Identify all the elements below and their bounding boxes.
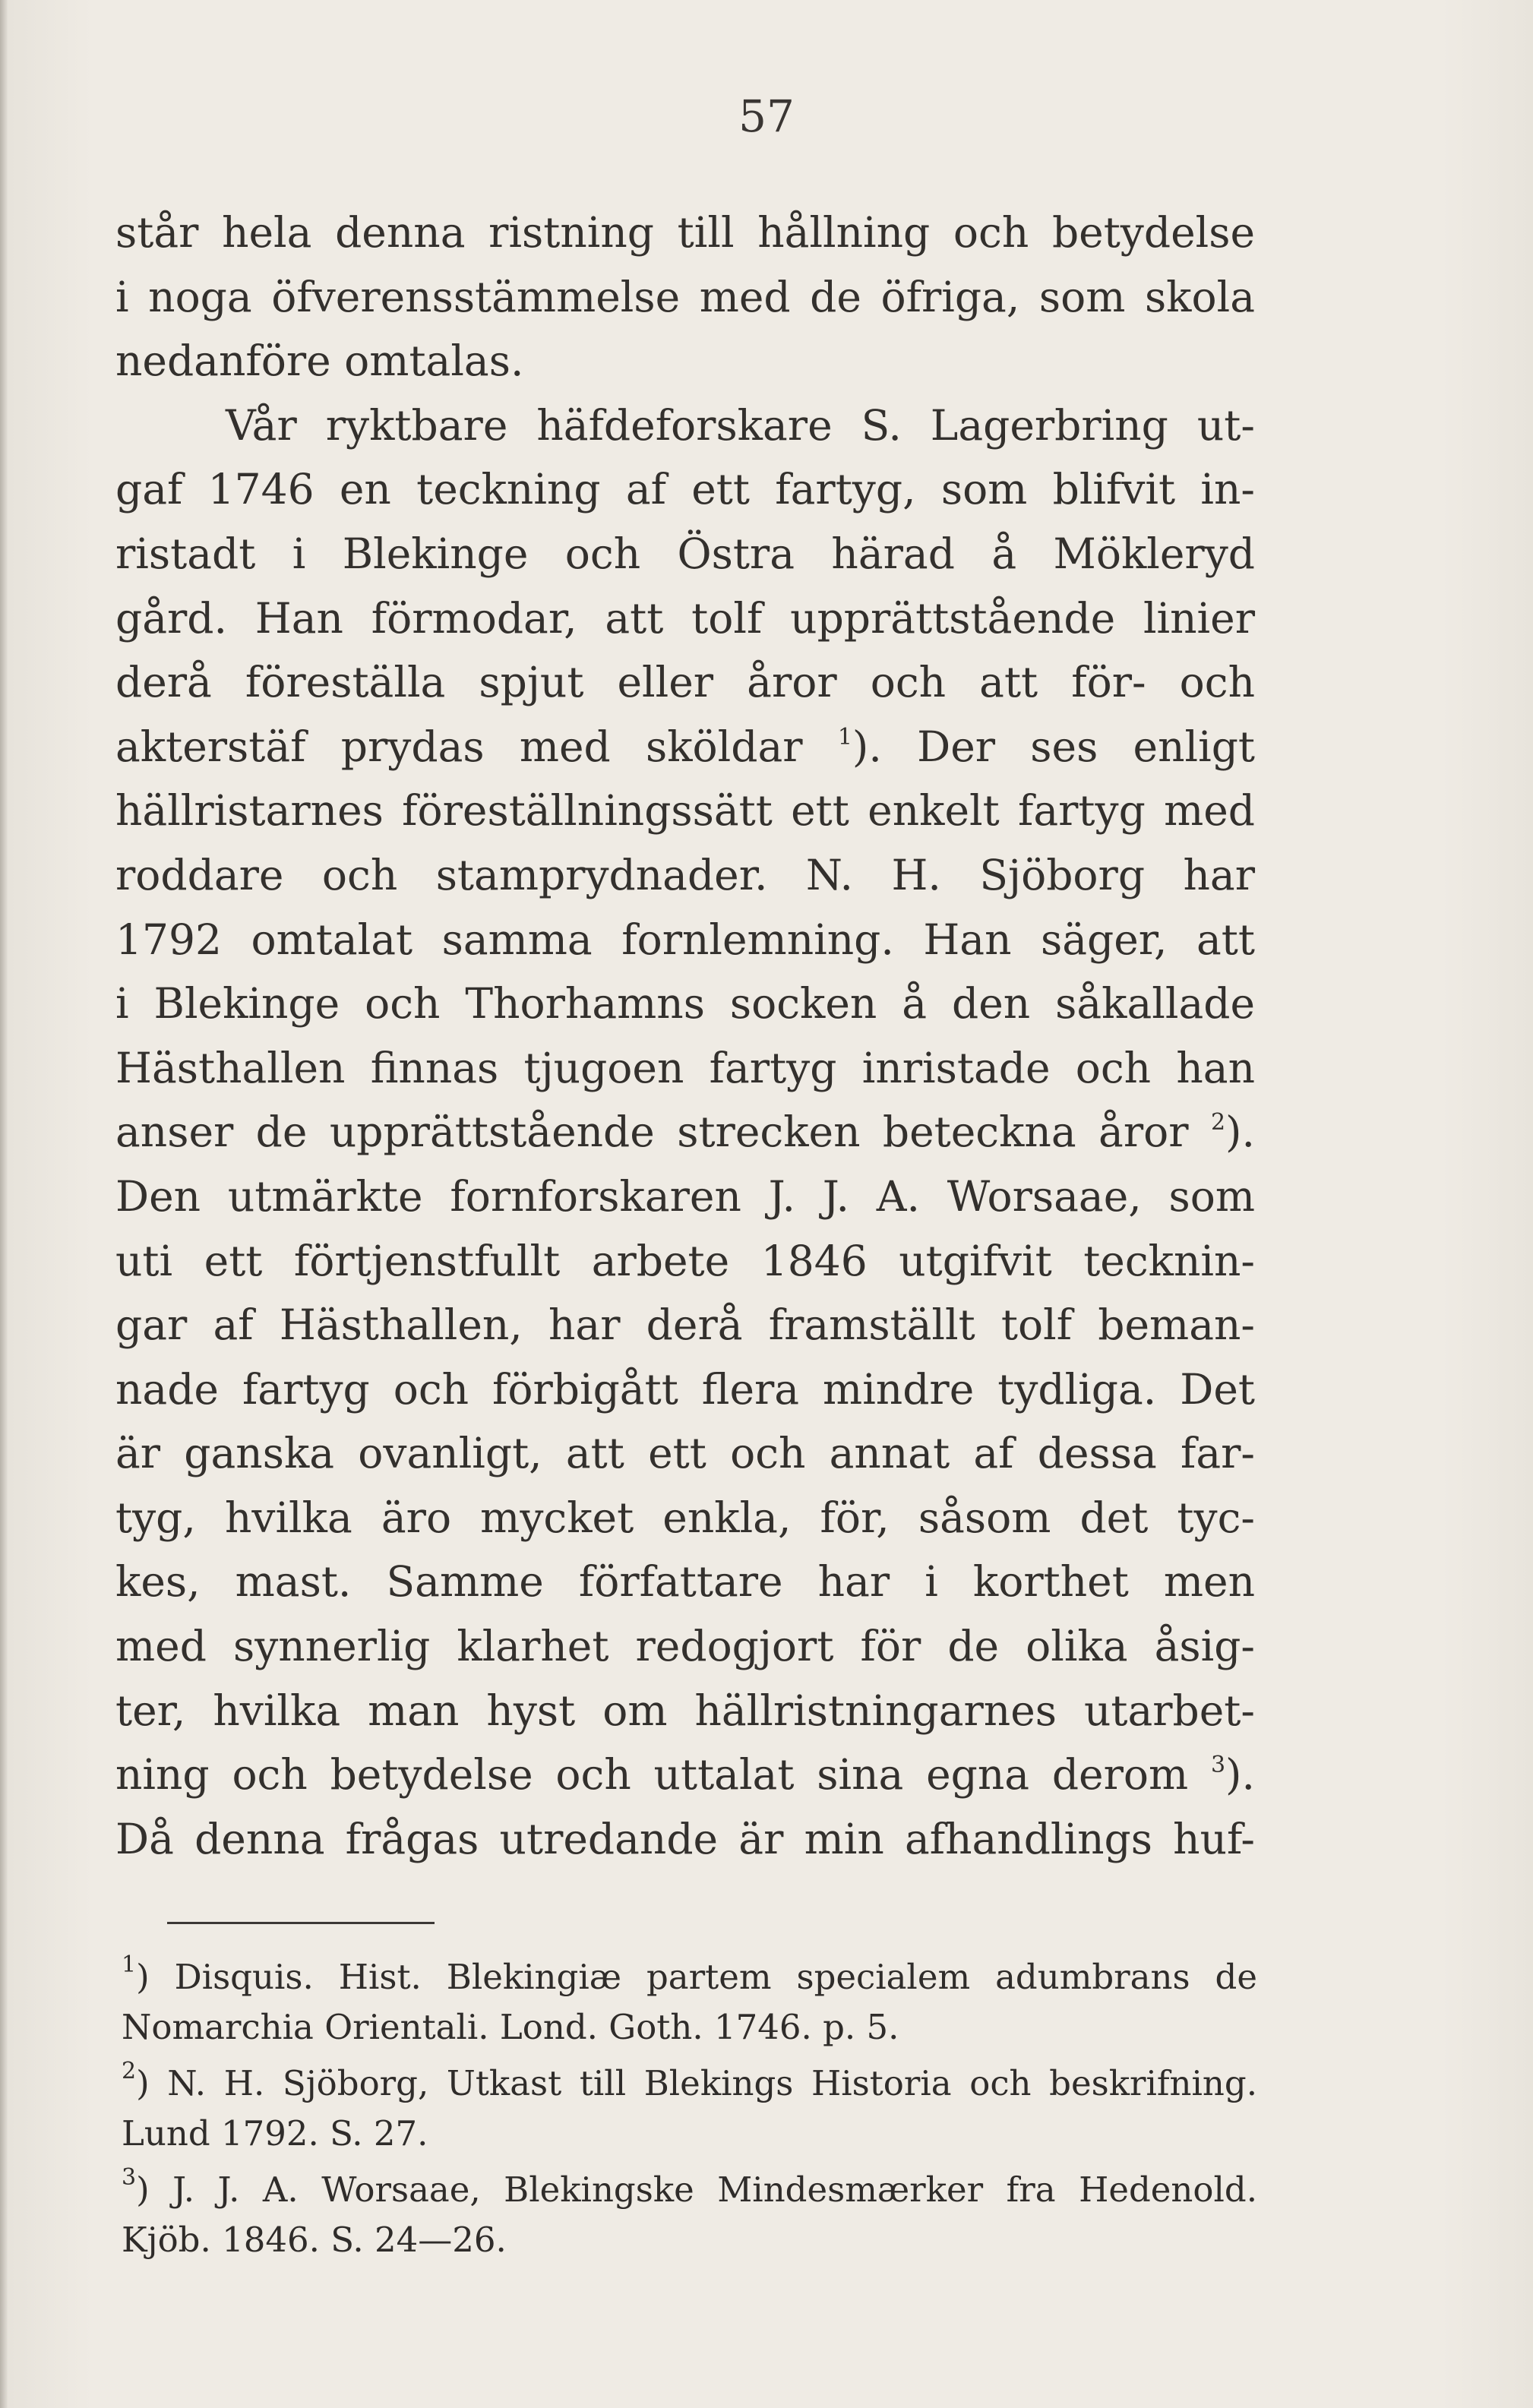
footnote-1 [122,1952,1257,2002]
page-binding-edge [0,0,8,2408]
text-line: ter, hvilka man hyst om hällristningarnes utarbet- [115,1686,1255,1735]
text-line: derå föreställa spjut eller åror och att för- och [115,658,1255,707]
text-line: Då denna frågas utredande är min afhandlings huf- [115,1814,1255,1863]
text-line: hällristarnes föreställningssätt ett enkelt fartyg med [115,786,1255,836]
text-line: i Blekinge och Thorhamns socken å den såkallade [115,979,1255,1029]
text-line: Hästhallen finnas tjugoen fartyg inristade och han [115,1043,1255,1092]
line-text: akterstäf prydas med sköldar [115,722,803,771]
footnote-marker: 1 [122,1951,137,1978]
text-line: med synnerlig klarhet redogjort för de olika åsig- [115,1622,1255,1671]
text-line: kes, mast. Samme författare har i korthet men [115,1557,1255,1607]
footnote-marker: 2 [122,2058,137,2084]
text-line: gård. Han förmodar, att tolf upprättstående linier [115,593,1255,643]
footnote-3 [122,2165,1257,2215]
text-line: nade fartyg och förbigått flera mindre tydliga. Det [115,1364,1255,1414]
text-line: tyg, hvilka äro mycket enkla, för, såsom det tyc- [115,1493,1255,1542]
text-line: ristadt i Blekinge och Östra härad å Mökleryd [115,529,1255,578]
footnote-ref-2: 2 [1210,1109,1226,1136]
text-line: Vår ryktbare häfdeforskare S. Lagerbring ut- [226,400,1255,450]
text-line: Den utmärkte fornforskaren J. J. A. Worsaae, som [115,1171,1255,1221]
page-number: 57 [738,90,795,142]
footnote-1-cont: Nomarchia Orientali. Lond. Goth. 1746. p. 5. [122,2007,899,2047]
footnote-2 [122,2059,1257,2109]
line-tail: ). Der ses enligt [852,722,1256,771]
line-tail: ). [1225,1750,1255,1800]
text-line: i noga öfverensstämmelse med de öfriga, som skola [115,272,1255,321]
footnote-ref-3: 3 [1210,1752,1226,1779]
text-line: 1792 omtalat samma fornlemning. Han säger, att [115,915,1255,964]
text-line-with-ref [115,715,1255,779]
line-tail: ). [1225,1108,1255,1157]
footnotes [122,1952,1257,2265]
body-text [115,201,1255,1871]
text-line: gar af Hästhallen, har derå framställt tolf beman- [115,1300,1255,1350]
text-line-with-ref [115,1100,1255,1164]
footnote-2-cont: Lund 1792. S. 27. [122,2113,428,2154]
line-text: ning och betydelse och uttalat sina egna derom [115,1750,1189,1800]
footnote-text: ) J. J. A. Worsaae, Blekingske Mindesmærker fra Hedenold. [136,2169,1257,2210]
text-line: nedanföre omtalas. [115,337,524,386]
text-line: gaf 1746 en teckning af ett fartyg, som blifvit in- [115,465,1255,514]
footnote-divider [167,1922,435,1924]
text-line: är ganska ovanligt, att ett och annat af dessa far- [115,1429,1255,1478]
line-text: anser de upprättstående strecken beteckna åror [115,1108,1189,1157]
text-line: roddare och stamprydnader. N. H. Sjöborg har [115,850,1255,899]
footnote-text: ) Disquis. Hist. Blekingiæ partem specialem adumbrans de [136,1957,1257,1997]
text-line: står hela denna ristning till hållning och betydelse [115,208,1255,257]
footnote-3-cont: Kjöb. 1846. S. 24—26. [122,2220,507,2260]
footnote-text: ) N. H. Sjöborg, Utkast till Blekings Historia och beskrifning. [136,2063,1257,2103]
footnote-marker: 3 [122,2164,137,2191]
text-line: uti ett förtjenstfullt arbete 1846 utgifvit tecknin- [115,1236,1255,1285]
footnote-ref-1: 1 [837,723,852,751]
text-line-with-ref [115,1743,1255,1807]
